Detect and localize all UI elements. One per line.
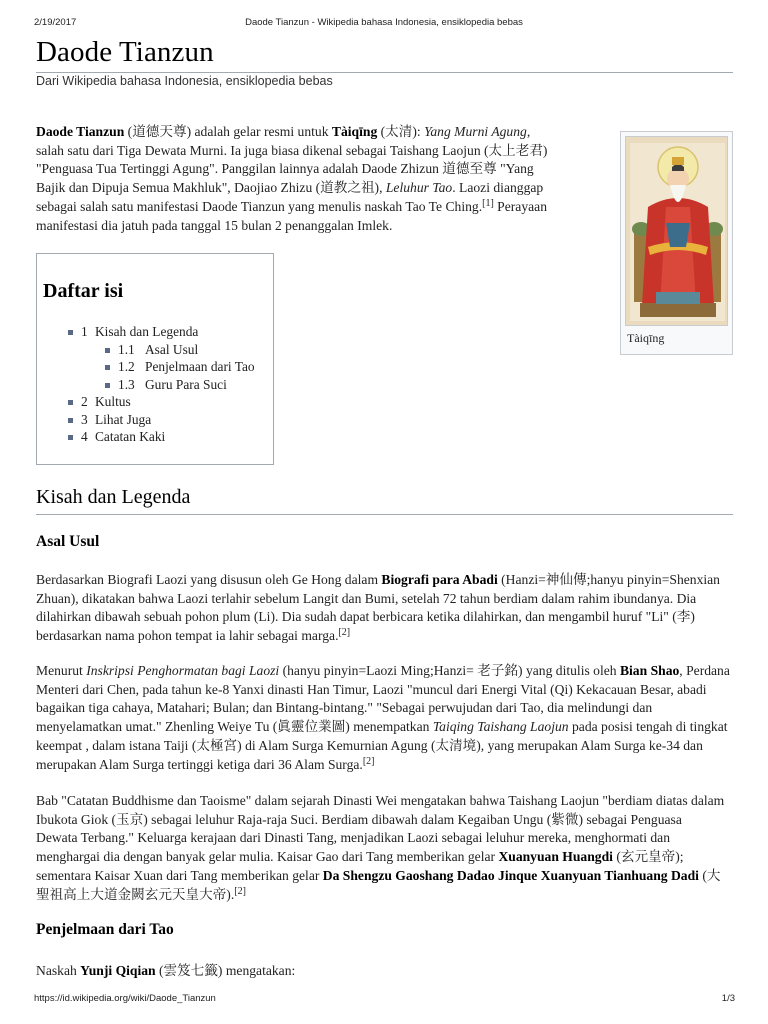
intro-paragraph: [36, 123, 556, 235]
intro-bold-taiqing: Tàiqīng: [331, 124, 378, 139]
toc-item-penjelmaan-dari-tao[interactable]: [37, 358, 273, 376]
toc-number: 1.1: [118, 341, 135, 357]
toc-label[interactable]: Lihat Juga: [95, 411, 152, 427]
paragraph-asal-usul-1: [36, 571, 726, 646]
taiqing-image[interactable]: [625, 136, 728, 326]
toc-label[interactable]: Kisah dan Legenda: [95, 324, 199, 339]
toc-bullet-icon: [68, 418, 73, 423]
toc-number: 1: [81, 324, 88, 339]
image-caption: Tàiqīng: [627, 331, 665, 345]
taiqing-painting-icon: [626, 137, 728, 326]
toc-item-kisah-dan-legenda[interactable]: [37, 323, 273, 341]
intro-text-4: . Laozi dianggap sebagai salah satu manifestasi Daode Tianzun yang menulis naskah Tao Te Ching.: [36, 180, 544, 214]
toc-item-asal-usul[interactable]: [37, 341, 273, 359]
intro-italic-leluhur: Leluhur Tao: [385, 180, 453, 196]
toc-bullet-icon: [105, 365, 110, 370]
toc-bullet-icon: [68, 330, 73, 335]
print-header: [0, 17, 768, 31]
title-divider: [36, 72, 733, 73]
infobox-image-frame: [620, 131, 733, 355]
p3-text-2: (玄元皇帝); sementara Kaisar Xuan dari Tang memberikan gelar: [36, 849, 684, 883]
toc-item-catatan-kaki[interactable]: [37, 428, 273, 446]
toc-label[interactable]: Guru Para Suci: [145, 376, 227, 392]
p3-text-3: (大聖祖高上大道金闕玄元天皇大帝).: [36, 867, 721, 902]
toc-number: 1.3: [118, 376, 135, 392]
p1-text-2: (Hanzi=神仙傳;hanyu pinyin=Shenxian Zhuan), dikatakan bahwa Laozi terlahir sebelum Langit dan Bumi, setelah 72 tahun berdiam dalam rahim ibundanya. Dia dilahirkan dibawah sebuah pohon plum (Li). Dia sudah dapat berbicara ketika dilahirkan, dan mengambil huruf "Li" (李) berdasarkan nama pohon tempat ia lahir sebagai marga.: [36, 572, 720, 644]
paragraph-asal-usul-3: [36, 792, 726, 904]
page-subtitle: Dari Wikipedia bahasa Indonesia, ensiklopedia bebas: [36, 74, 333, 88]
toc-label[interactable]: Catatan Kaki: [95, 429, 166, 444]
subsection-heading-penjelmaan: Penjelmaan dari Tao: [36, 921, 174, 938]
intro-italic-yang-murni: Yang Murni Agung: [424, 124, 527, 139]
paragraph-penjelmaan-1: [36, 962, 726, 981]
p4-bold: Yunji Qiqian: [80, 963, 156, 978]
table-of-contents: [36, 253, 274, 465]
p1-text-1: Berdasarkan Biografi Laozi yang disusun oleh Ge Hong dalam: [36, 572, 382, 587]
print-footer: [0, 993, 768, 1007]
p3-bold-2: Da Shengzu Gaoshang Dadao Jinque Xuanyuan Tianhuang Dadi: [322, 867, 699, 883]
p2-italic-2: Taiqing Taishang Laojun: [432, 719, 569, 735]
reference-link-1[interactable]: [1]: [482, 197, 494, 209]
intro-text-2: (太清):: [377, 124, 425, 139]
toc-number: 4: [81, 429, 88, 444]
toc-number: 3: [81, 411, 88, 427]
print-date: 2/19/2017: [34, 17, 77, 28]
toc-item-guru-para-suci[interactable]: [37, 376, 273, 394]
toc-label[interactable]: Penjelmaan dari Tao: [145, 359, 255, 374]
section-divider: [36, 514, 733, 515]
intro-text-1: (道德天尊) adalah gelar resmi untuk: [124, 124, 332, 139]
p1-bold: Biografi para Abadi: [381, 572, 498, 587]
reference-link-2b[interactable]: [2]: [362, 755, 375, 767]
toc-label[interactable]: Asal Usul: [145, 341, 199, 357]
toc-bullet-icon: [105, 348, 110, 353]
reference-link-2[interactable]: [2]: [338, 627, 351, 639]
reference-link-2c[interactable]: [2]: [234, 885, 246, 897]
toc-bullet-icon: [105, 383, 110, 388]
intro-text-3: , salah satu dari Tiga Dewata Murni. Ia juga biasa dikenal sebagai Taishang Laojun (太上老君) "Penguasa Tua Tertinggi Agung". Panggilan lainnya adalah Daode Zhizun 道德至尊 "Yang Bajik dan Dipuja Semua Makhluk", Daojiao Zhizu (道教之祖),: [36, 124, 548, 196]
toc-list: [37, 323, 273, 446]
p3-text-1: Bab "Catatan Buddhisme dan Taoisme" dalam sejarah Dinasti Wei mengatakan bahwa Taishang Laojun "berdiam diatas dalam Ibukota Giok (玉京) sebagai leluhur Raja-raja Suci. Berdiam dibawah dalam Kegaiban Ungu (紫微) sebagai Penguasa Dewata Terbang." Keluarga kerajaan dari Dinasti Tang, menjadikan Laozi sebagai leluhur mereka, menghormati dan menghargai dia dengan banyak gelar mulia. Kaisar Gao dari Tang memberikan gelar: [36, 793, 725, 865]
intro-text-5: Perayaan manifestasi dia jatuh pada tanggal 15 bulan 2 penanggalan Imlek.: [36, 198, 547, 233]
print-url: https://id.wikipedia.org/wiki/Daode_Tianzun: [34, 993, 216, 1004]
print-page-title: Daode Tianzun - Wikipedia bahasa Indonesia, ensiklopedia bebas: [245, 17, 523, 28]
print-page-number: 1/3: [721, 993, 735, 1004]
p2-italic-1: Inskripsi Penghormatan bagi Laozi: [86, 663, 280, 678]
p2-text-4: pada posisi tengah di tingkat keempat , dalam istana Taiji (太極宮) di Alam Surga Kemurnian Agung (太清境), yang merupakan Alam Surga ke-34 dan merupakan Alam Surga tertinggi ketiga dari 36 Alam Surga.: [36, 719, 728, 772]
toc-bullet-icon: [68, 400, 73, 405]
p2-bold: Bian Shao: [619, 663, 680, 678]
toc-number: 2: [81, 394, 88, 409]
toc-number: 1.2: [118, 359, 135, 374]
p4-text-1: Naskah: [36, 963, 81, 978]
subsection-heading-asal-usul: Asal Usul: [36, 533, 100, 550]
page-title: Daode Tianzun: [36, 36, 214, 68]
toc-bullet-icon: [68, 435, 73, 440]
p4-text-2: (雲笈七籤) mengatakan:: [155, 963, 296, 978]
p3-bold-1: Xuanyuan Huangdi: [498, 849, 613, 865]
section-heading-kisah: Kisah dan Legenda: [36, 486, 191, 508]
toc-label[interactable]: Kultus: [95, 394, 131, 409]
p2-text-3: , Perdana Menteri dari Chen, pada tahun ke-8 Yanxi dinasti Han Timur, Laozi "muncul dari Energi Vital (Qi) Kekacauan Besar, abadi bagaikan tiga cahaya, Matahari; Bulan; dan Bintang-bintang." "Sebagai perwujudan dari Tao, dia melindungi dan menyelamatkan umat." Zhenling Weiye Tu (眞靈位業圖) menempatkan: [36, 663, 730, 735]
toc-item-kultus[interactable]: [37, 393, 273, 411]
intro-bold-title: Daode Tianzun: [36, 124, 125, 139]
p2-text-2: (hanyu pinyin=Laozi Ming;Hanzi= 老子銘) yang ditulis oleh: [279, 663, 620, 678]
paragraph-asal-usul-2: [36, 662, 734, 774]
toc-title: Daftar isi: [43, 280, 124, 302]
p2-text-1: Menurut: [36, 663, 87, 678]
toc-item-lihat-juga[interactable]: [37, 411, 273, 429]
